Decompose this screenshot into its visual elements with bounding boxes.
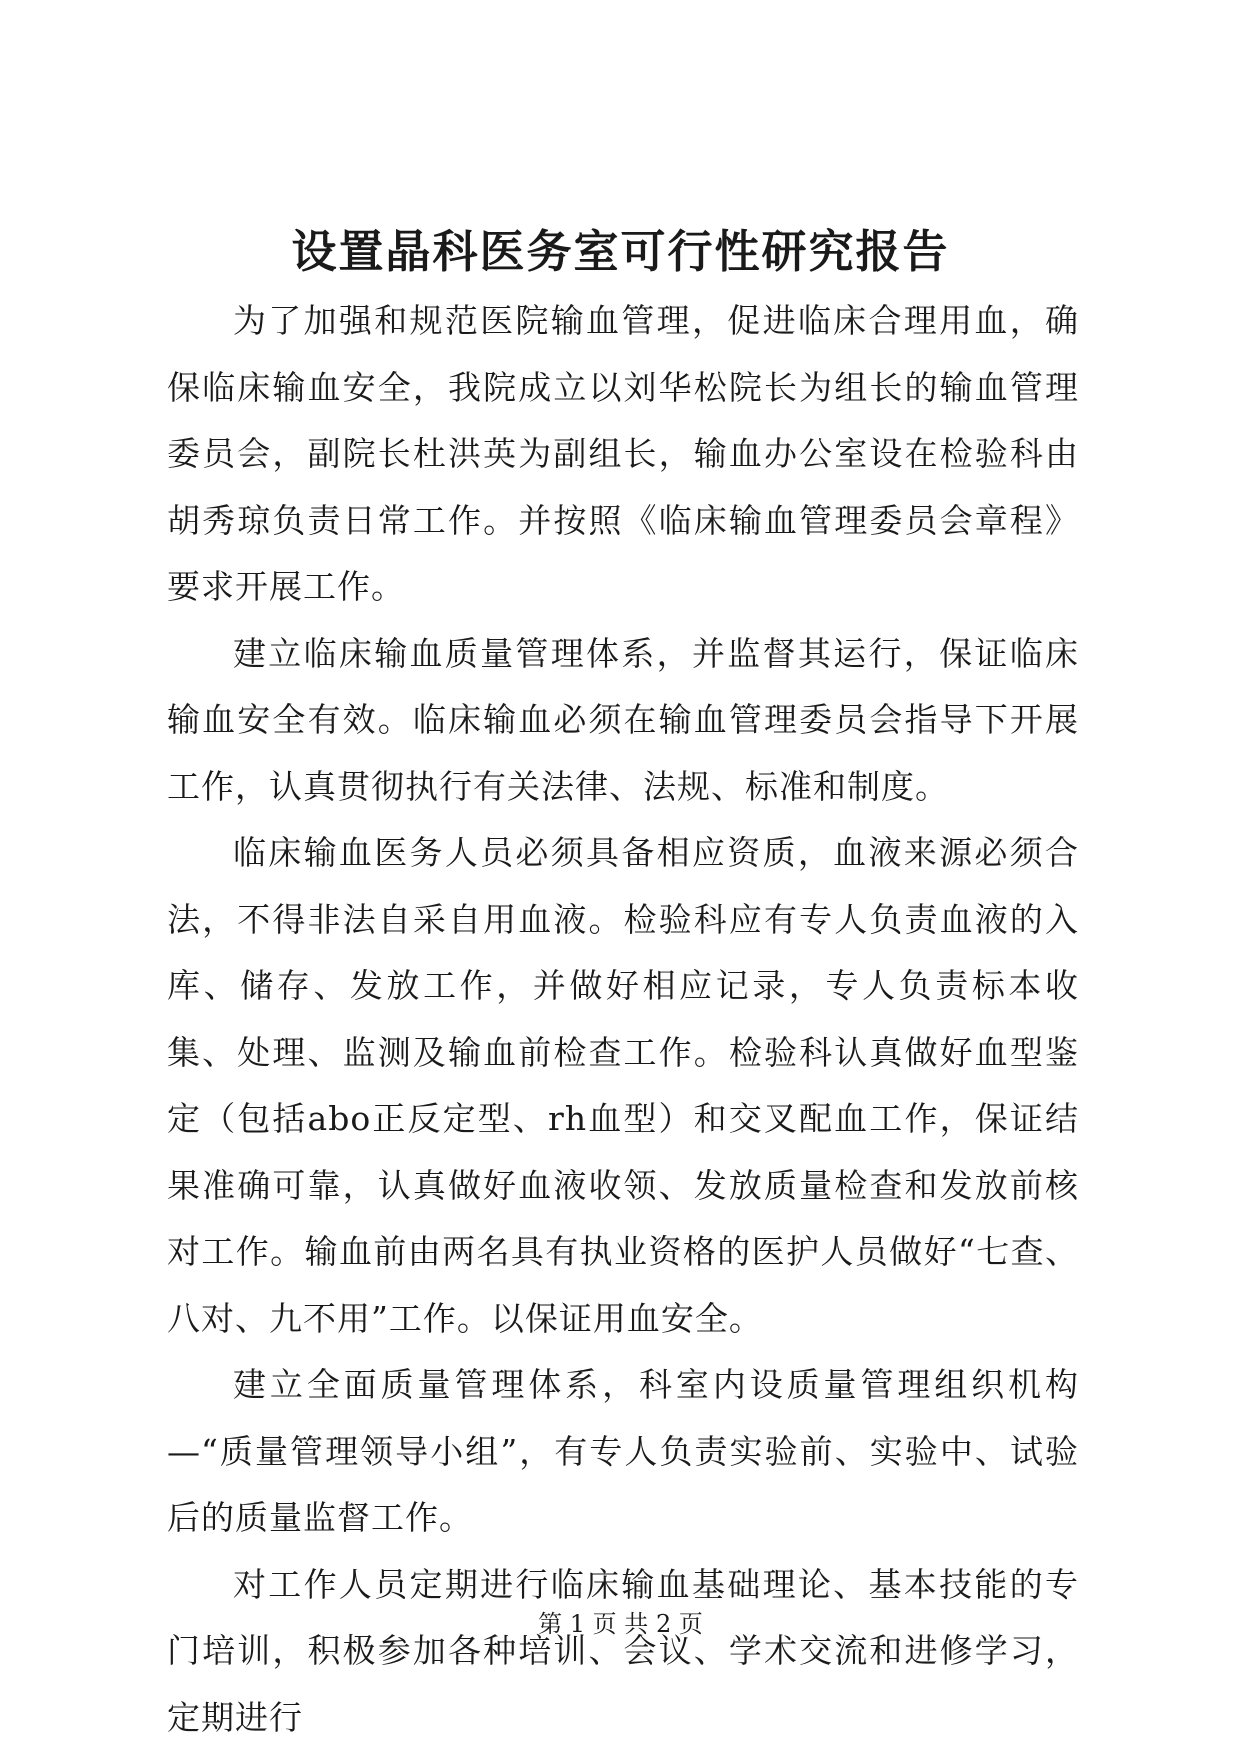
document-title: 设置晶科医务室可行性研究报告 [291, 225, 950, 278]
page-number-footer: 第 1 页 共 2 页 [538, 1610, 703, 1638]
paragraph: 建立全面质量管理体系，科室内设质量管理组织机构—“质量管理领导小组”，有专人负责实验前、实验中、试验后的质量监督工作。 [167, 1365, 1079, 1537]
paragraph: 建立临床输血质量管理体系，并监督其运行，保证临床输血安全有效。临床输血必须在输血管理委员会指导下开展工作，认真贯彻执行有关法律、法规、标准和制度。 [167, 633, 1079, 806]
paragraph: 临床输血医务人员必须具备相应资质，血液来源必须合法，不得非法自采自用血液。检验科应有专人负责血液的入库、储存、发放工作，并做好相应记录，专人负责标本收集、处理、监测及输血前检查工作。检验科认真做好血型鉴定（包括abo正反定型、rh血型）和交叉配血工作，保证结果准确可靠，认真做好血液收领、发放质量检查和发放前核对工作。输血前由两名具有执业资格的医护人员做好“七查、八对、九不用”工作。以保证用血安全。 [167, 833, 1079, 1338]
paragraph: 为了加强和规范医院输血管理，促进临床合理用血，确保临床输血安全，我院成立以刘华松院长为组长的输血管理委员会，副院长杜洪英为副组长，输血办公室设在检验科由胡秀琼负责日常工作。并按照《临床输血管理委员会章程》要求开展工作。 [167, 301, 1079, 606]
document-body [167, 288, 1079, 1751]
paragraph: 对工作人员定期进行临床输血基础理论、基本技能的专门培训，积极参加各种培训、会议、学术交流和进修学习，定期进行 [167, 1564, 1079, 1737]
